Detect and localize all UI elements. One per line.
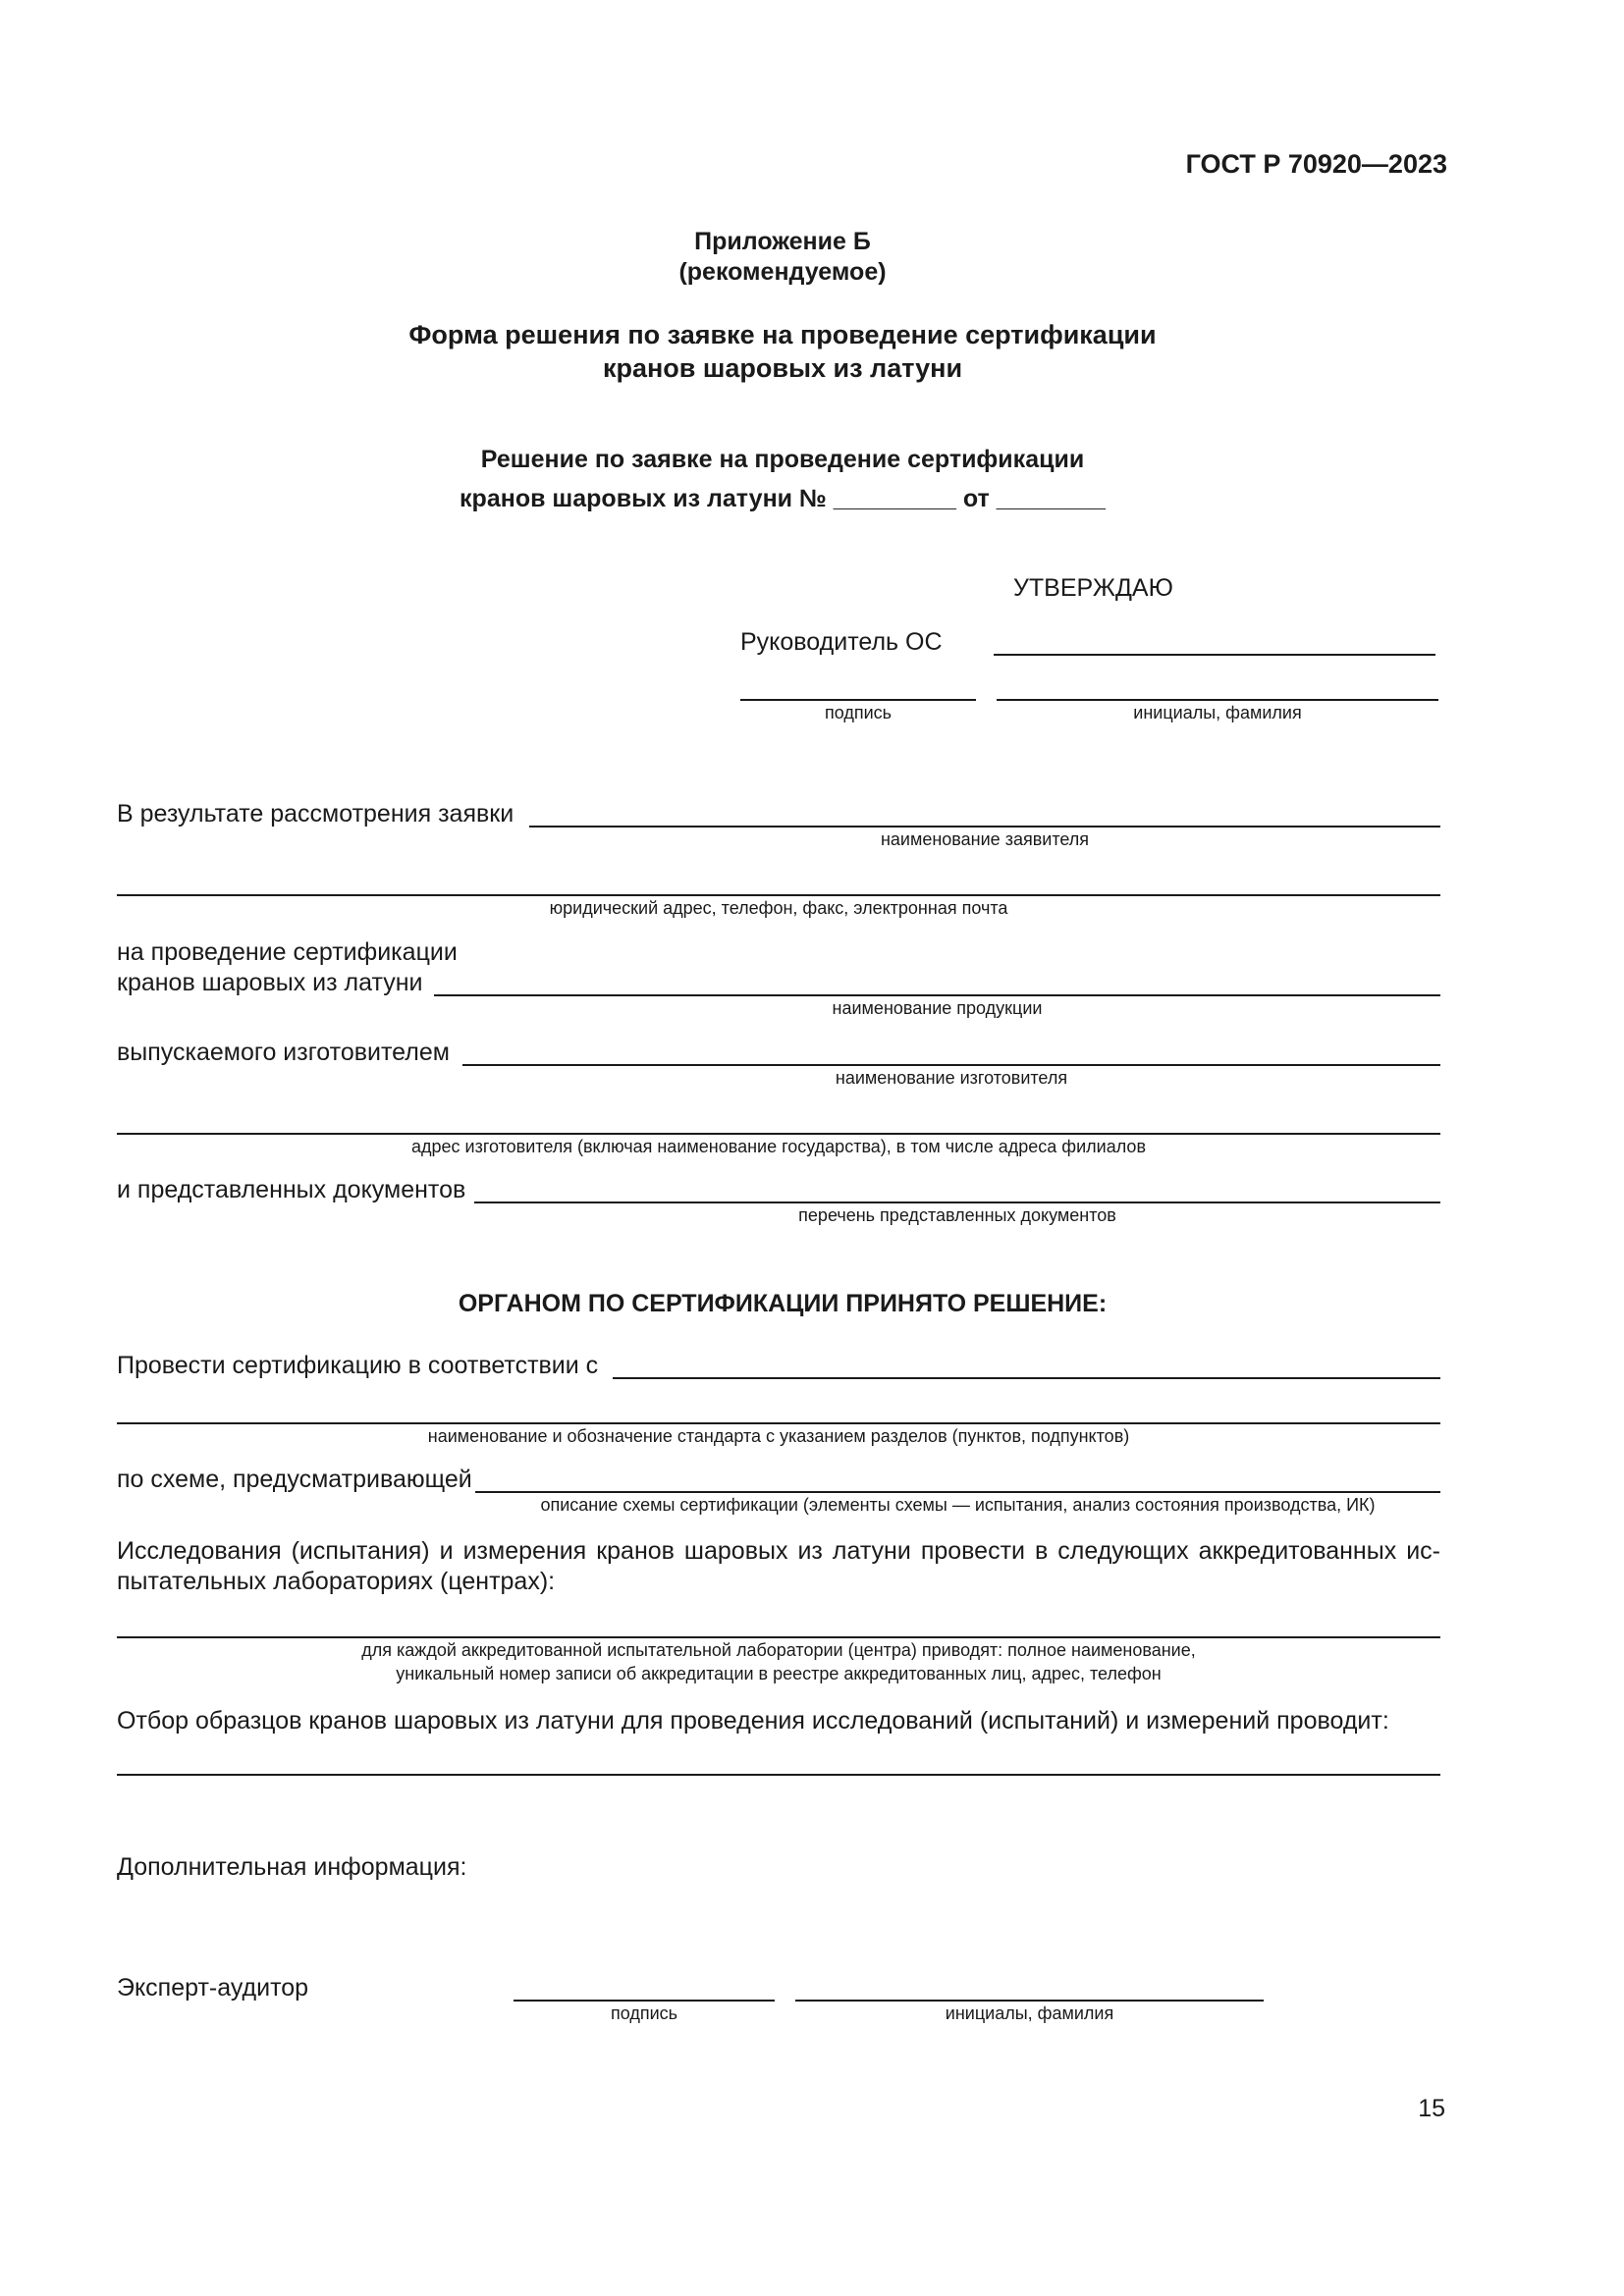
form-title-line2: кранов шаровых из латуни <box>602 353 963 383</box>
testing-text-line2: пытательных лабораториях (центрах): <box>117 1568 556 1595</box>
standard-caption: наименование и обозначение стандарта с указанием разделов (пунктов, подпунктов) <box>427 1426 1130 1446</box>
additional-info-label: Дополнительная информация: <box>117 1853 467 1881</box>
sampling-label: Отбор образцов кранов шаровых из латуни для проведения исследований (испытаний) и измерений проводит: <box>117 1707 1389 1735</box>
form-title-line1: Форма решения по заявке на проведение сертификации <box>408 320 1157 349</box>
labs-caption-line2: уникальный номер записи об аккредитации в реестре аккредитованных лиц, адрес, телефон <box>396 1664 1162 1683</box>
applicant-field[interactable] <box>529 826 1440 828</box>
conduct-label: Провести сертификацию в соответствии с <box>117 1352 599 1379</box>
manufacturer-address-field[interactable] <box>117 1133 1440 1135</box>
expert-initials-caption: инициалы, фамилия <box>945 2003 1114 2023</box>
expert-initials-field[interactable] <box>795 2000 1264 2002</box>
applicant-address-field[interactable] <box>117 894 1440 896</box>
certification-label-line1: на проведение сертификации <box>117 938 458 966</box>
applicant-address-caption: юридический адрес, телефон, факс, электронная почта <box>549 898 1008 918</box>
review-label: В результате рассмотрения заявки <box>117 800 514 828</box>
manufacturer-field[interactable] <box>462 1064 1440 1066</box>
manufacturer-caption: наименование изготовителя <box>835 1068 1068 1088</box>
standard-field[interactable] <box>613 1377 1440 1379</box>
testing-text-line1: Исследования (испытания) и измерения кранов шаровых из латуни провести в следующих аккредитованных ис- <box>117 1537 1440 1565</box>
expert-signature-caption: подпись <box>610 2003 678 2023</box>
product-field[interactable] <box>434 994 1440 996</box>
documents-label: и представленных документов <box>117 1176 466 1203</box>
scheme-field[interactable] <box>475 1491 1440 1493</box>
standard-field-cont[interactable] <box>117 1422 1440 1424</box>
documents-caption: перечень представленных документов <box>798 1205 1116 1225</box>
decision-title-line2: кранов шаровых из латуни № _________ от ________ <box>460 485 1106 512</box>
head-label: Руководитель ОС <box>740 628 943 656</box>
manufacturer-label: выпускаемого изготовителем <box>117 1039 450 1066</box>
standard-code: ГОСТ Р 70920—2023 <box>1185 149 1447 179</box>
head-name-field[interactable] <box>994 654 1435 656</box>
expert-signature-field[interactable] <box>514 2000 775 2002</box>
documents-field[interactable] <box>474 1201 1440 1203</box>
sampling-field[interactable] <box>117 1774 1440 1776</box>
scheme-caption: описание схемы сертификации (элементы схемы — испытания, анализ состояния производства, ИК) <box>540 1495 1376 1515</box>
certification-label-line2: кранов шаровых из латуни <box>117 969 423 996</box>
labs-caption-line1: для каждой аккредитованной испытательной лаборатории (центра) приводят: полное наименование, <box>361 1640 1196 1660</box>
head-initials-field[interactable] <box>997 699 1438 701</box>
labs-field[interactable] <box>117 1636 1440 1638</box>
expert-label: Эксперт-аудитор <box>117 1974 309 2002</box>
appendix-title: Приложение Б <box>694 228 871 255</box>
approve-label: УТВЕРЖДАЮ <box>1013 574 1173 602</box>
applicant-caption: наименование заявителя <box>880 829 1090 849</box>
resolution-heading: ОРГАНОМ ПО СЕРТИФИКАЦИИ ПРИНЯТО РЕШЕНИЕ: <box>458 1290 1108 1317</box>
appendix-status: (рекомендуемое) <box>678 258 887 286</box>
product-caption: наименование продукции <box>832 998 1043 1018</box>
decision-title-line1: Решение по заявке на проведение сертификации <box>480 446 1085 473</box>
head-signature-caption: подпись <box>824 703 893 722</box>
head-initials-caption: инициалы, фамилия <box>1133 703 1302 722</box>
manufacturer-address-caption: адрес изготовителя (включая наименование государства), в том числе адреса филиалов <box>410 1137 1147 1156</box>
page-number: 15 <box>1418 2095 1445 2122</box>
head-signature-field[interactable] <box>740 699 976 701</box>
scheme-label: по схеме, предусматривающей <box>117 1466 472 1493</box>
